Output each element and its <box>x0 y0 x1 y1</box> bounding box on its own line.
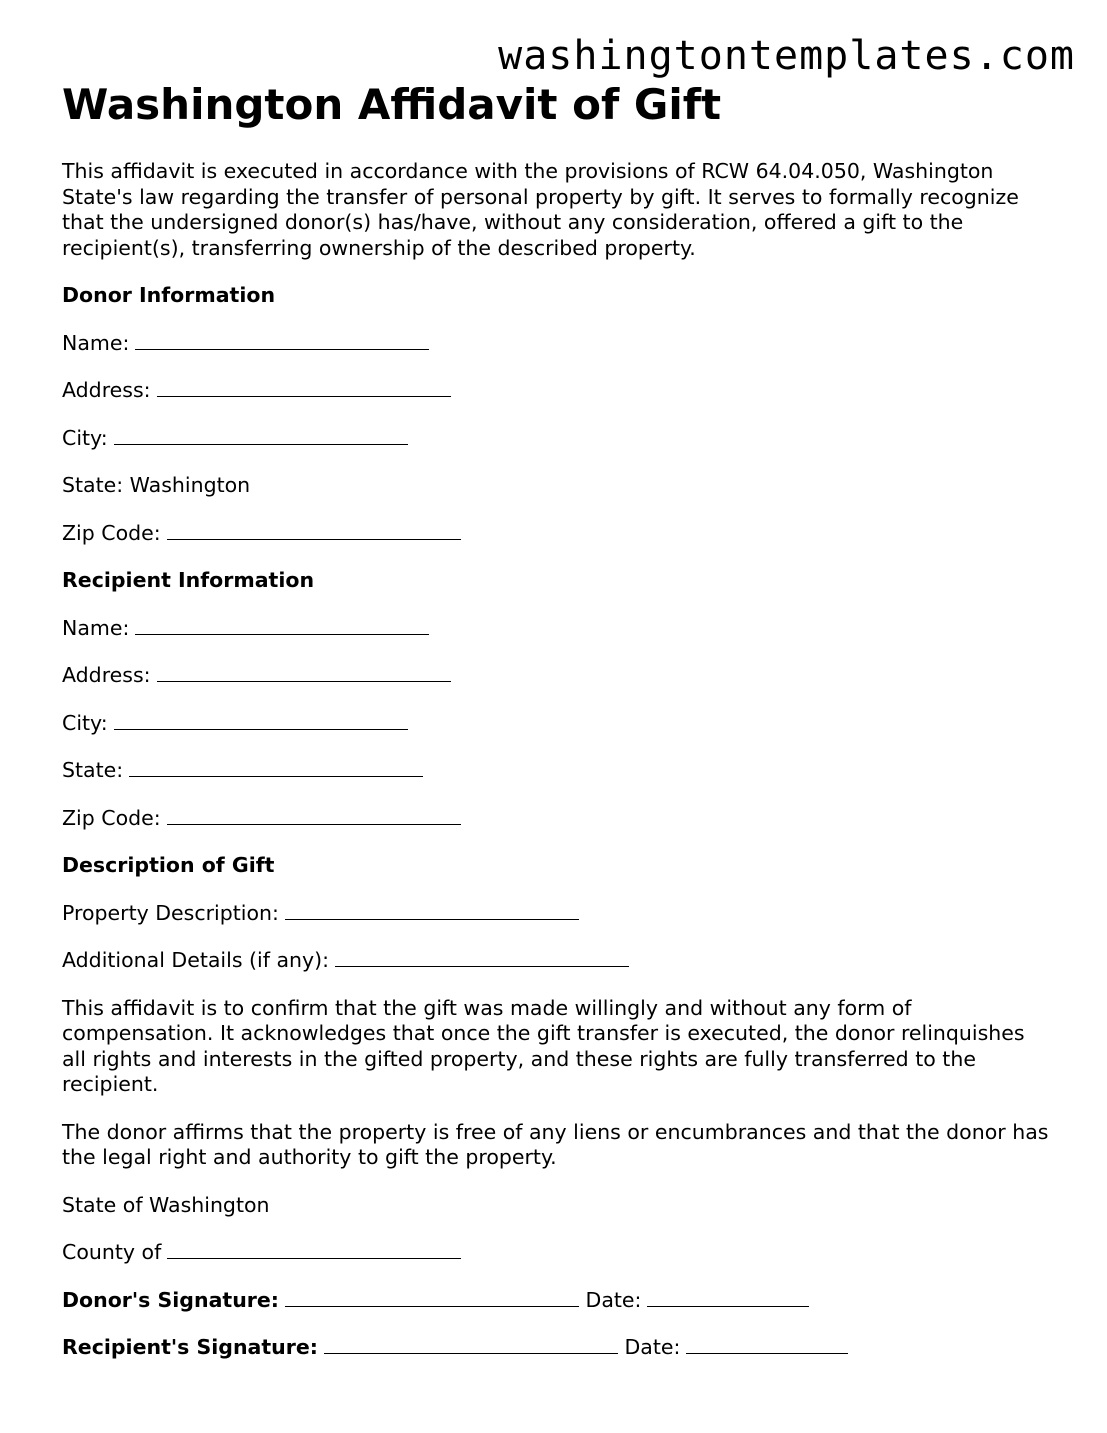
recipient-city-field <box>62 711 1052 737</box>
recipient-zip-label: Zip Code: <box>62 805 161 830</box>
recipient-section-heading: Recipient Information <box>62 568 315 593</box>
donor-address-blank[interactable] <box>157 378 451 397</box>
donor-signature-line <box>62 1288 1052 1314</box>
recipient-date-label: Date: <box>624 1335 681 1360</box>
donor-section-heading: Donor Information <box>62 283 276 308</box>
recipient-name-field <box>62 616 1052 642</box>
page-title: Washington Affidavit of Gift <box>62 80 722 129</box>
additional-details-label: Additional Details (if any): <box>62 948 330 973</box>
property-description-label: Property Description: <box>62 900 279 925</box>
recipient-state-blank[interactable] <box>129 758 423 777</box>
watermark: washingtontemplates.com <box>498 33 1075 79</box>
recipient-address-label: Address: <box>62 663 151 688</box>
county-label: County of <box>62 1240 162 1265</box>
recipient-city-blank[interactable] <box>114 711 408 730</box>
recipient-name-blank[interactable] <box>135 616 429 635</box>
recipient-zip-field <box>62 806 1052 832</box>
donor-zip-field <box>62 521 1052 547</box>
donor-zip-label: Zip Code: <box>62 520 161 545</box>
recipient-signature-blank[interactable] <box>324 1335 618 1354</box>
confirm-paragraph: This affidavit is to confirm that the gift was made willingly and without any form of compensation. It acknowledges that once the gift transfer is executed, the donor relinquishes all rights and interests in the gifted property, and these rights are fully transferred to the recipient. <box>62 995 1025 1097</box>
recipient-date-blank[interactable] <box>686 1335 848 1354</box>
property-description-field <box>62 901 1052 927</box>
recipient-zip-blank[interactable] <box>167 806 461 825</box>
donor-city-field <box>62 426 1052 452</box>
recipient-signature-label: Recipient's Signature: <box>62 1335 318 1360</box>
donor-address-field <box>62 378 1052 404</box>
state-of-line: State of Washington <box>62 1192 270 1217</box>
additional-details-blank[interactable] <box>335 948 629 967</box>
donor-name-field <box>62 331 1052 357</box>
recipient-city-label: City: <box>62 710 108 735</box>
donor-state-field: State: Washington <box>62 473 251 498</box>
donor-city-blank[interactable] <box>114 426 408 445</box>
donor-date-blank[interactable] <box>647 1288 809 1307</box>
donor-address-label: Address: <box>62 378 151 403</box>
county-blank[interactable] <box>167 1240 461 1259</box>
donor-city-label: City: <box>62 425 108 450</box>
document-body <box>62 82 1052 1361</box>
property-description-blank[interactable] <box>285 901 579 920</box>
donor-name-blank[interactable] <box>135 331 429 350</box>
donor-date-label: Date: <box>585 1287 642 1312</box>
affirm-paragraph: The donor affirms that the property is free of any liens or encumbrances and that the donor has the legal right and authority to gift the property. <box>62 1119 1049 1170</box>
recipient-state-field <box>62 758 1052 784</box>
recipient-address-field <box>62 663 1052 689</box>
donor-signature-blank[interactable] <box>285 1288 579 1307</box>
additional-details-field <box>62 948 1052 974</box>
donor-name-label: Name: <box>62 330 130 355</box>
recipient-name-label: Name: <box>62 615 130 640</box>
donor-signature-label: Donor's Signature: <box>62 1287 280 1312</box>
recipient-state-label: State: <box>62 758 124 783</box>
gift-section-heading: Description of Gift <box>62 853 275 878</box>
recipient-signature-line <box>62 1335 1052 1361</box>
recipient-address-blank[interactable] <box>157 663 451 682</box>
county-field <box>62 1240 1052 1266</box>
donor-zip-blank[interactable] <box>167 521 461 540</box>
intro-paragraph: This affidavit is executed in accordance with the provisions of RCW 64.04.050, Washington State's law regarding the transfer of personal property by gift. It serves to formally recognize that the undersigned donor(s) has/have, without any consideration, offered a gift to the recipient(s), transferring ownership of the described property. <box>62 159 1019 260</box>
